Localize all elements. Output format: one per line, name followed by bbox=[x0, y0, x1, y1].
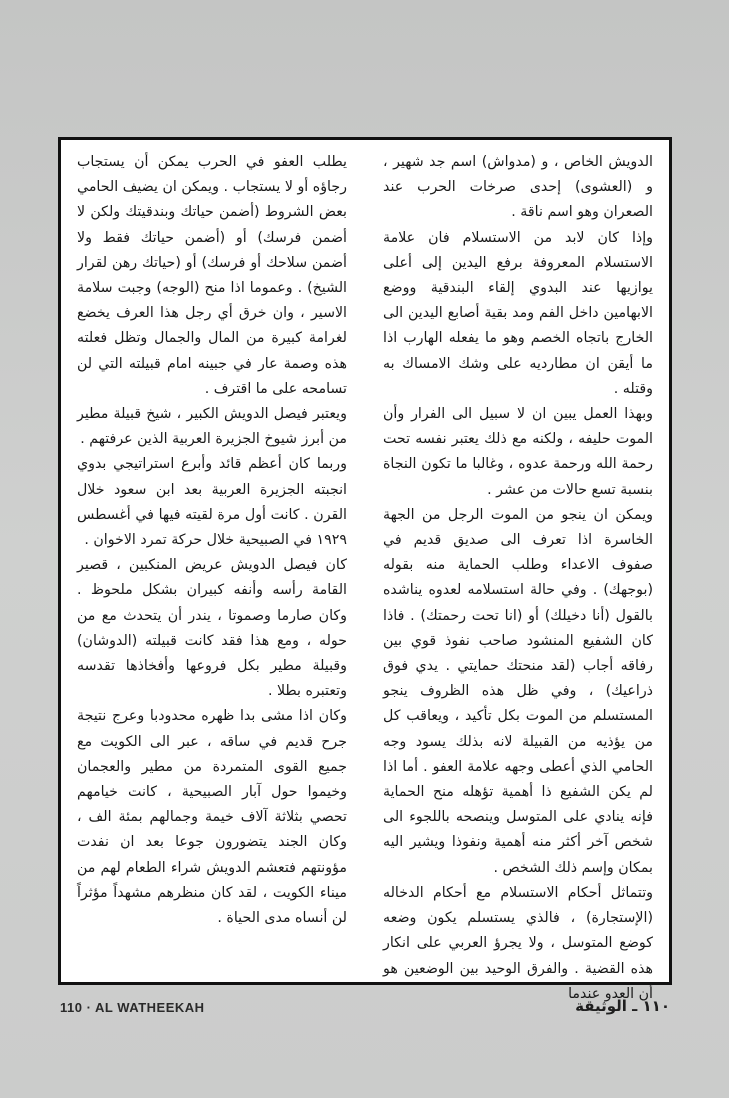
paragraph: ويمكن ان ينجو من الموت الرجل من الجهة الخاسرة اذا تعرف الى صديق قديم في صفوف الاعداء وطلب الحماية منه بقوله (بوجهك) . وفي حالة استسلامه لعدوه يناشده بالقول (أنا دخيلك) أو (انا تحت رحمتك) . فاذا كان الشفيع المنشود صاحب نفوذ قوي بين رفاقه أجاب (لقد منحتك حمايتي . يدي فوق ذراعيك) ، وفي ظل هذه الظروف ينجو المستسلم من الموت بكل تأكيد ، ويعاقب كل من يؤذيه من القبيلة لانه بذلك يسود وجه الحامي الذي أعطى وجهه علامة العفو . أما اذا لم يكن الشفيع ذا أهمية تؤهله منح الحماية فإنه ينادي على المتوسل وينصحه باللجوء الى شخص آخر أكثر منه أهمية ونفوذا ويشير اليه بمكان وإسم ذلك الشخص . bbox=[383, 506, 653, 876]
paragraph: وربما كان أعظم قائد وأبرع استراتيجي بدوي انجبته الجزيرة العربية بعد ابن سعود خلال القرن . كانت أول مرة لقيته فيها في أغسطس ١٩٢٩ في الصبيحية خلال حركة تمرد الاخوان . bbox=[77, 456, 347, 549]
paragraph: كان فيصل الدويش عريض المنكبين ، قصير القامة رأسه وأنفه كبيران بشكل ملحوظ . وكان صارما وصموتا ، يندر أن يتحدث مع من حوله ، ومع هذا فقد كانت قبيلته (الدوشان) وقبيلة مطير بكل فروعها وأفخاذها تقدسه وتعتبره بطلا . bbox=[77, 557, 347, 700]
paragraph: يطلب العفو في الحرب يمكن أن يستجاب رجاؤه أو لا يستجاب . ويمكن ان يضيف الحامي بعض الشروط (أضمن حياتك وبندقيتك ولكن لا أضمن فرسك) أو (أضمن حياتك فقط ولا أضمن سلاحك أو فرسك) أو (حياتك رهن لقرار الشيخ) . وعموما اذا منح (الوجه) وجبت سلامة الاسير ، وان خرق أي رجل هذا العرف يخضع لغرامة كبيرة من المال والجمال وتظل فعلته هذه وصمة عار في جبينه امام قبيلته التي لن تسامحه على ما اقترف . bbox=[77, 154, 347, 397]
paragraph: ويعتبر فيصل الدويش الكبير ، شيخ قبيلة مطير من أبرز شيوخ الجزيرة العربية الذين عرفتهم . bbox=[77, 406, 347, 448]
paragraph: الدويش الخاص ، و (مدواش) اسم جد شهير ، و (العشوى) إحدى صرخات الحرب عند الصعران وهو اسم ناقة . bbox=[383, 154, 653, 221]
article-column-right bbox=[383, 150, 653, 1002]
footer-page-number-latin: 110 · AL WATHEEKAH bbox=[60, 1000, 205, 1015]
paragraph: وكان اذا مشى بدا ظهره محدودبا وعرج نتيجة جرح قديم في ساقه ، عبر الى الكويت مع جميع القوى المتمردة من مطير والعجمان وخيموا حول آبار الصبيحية ، كانت خيامهم تحصي بثلاثة آلاف خيمة وجمالهم بمئة الف ، وكان الجند يتضورون جوعا بعد ان نفدت مؤونتهم فتعشم الدويش شراء الطعام لهم من ميناء الكويت ، لقد كان منظرهم مشهداً مؤثراً لن أنساه مدى الحياة . bbox=[77, 708, 347, 927]
article-column-left bbox=[77, 150, 347, 968]
paragraph: وإذا كان لابد من الاستسلام فان علامة الاستسلام المعروفة برفع اليدين إلى أعلى يوازيها عند البدوي إلقاء البندقية ووضع الابهامين داخل الفم ومد بقية أصابع اليدين الى الخارج باتجاه الخصم وهو ما يفعله الهارب اذا ما أيقن ان مطارديه على وشك الامساك به وقتله . bbox=[383, 229, 653, 397]
article-frame bbox=[58, 137, 672, 1002]
paragraph: وبهذا العمل يبين ان لا سبيل الى الفرار وأن الموت حليفه ، ولكنه مع ذلك يعتبر نفسه تحت رحمة الله ورحمة عدوه ، وغالبا ما تكون النجاة بنسبة تسع حالات من عشر . bbox=[383, 406, 653, 498]
paragraph: وتتماثل أحكام الاستسلام مع أحكام الدخاله (الإستجارة) ، فالذي يستسلم يكون وضعه كوضع المتوسل ، ولا يجرؤ العربي على انكار هذه القضية . والفرق الوحيد بين الوضعين هو أن العدو عندما bbox=[383, 884, 653, 1002]
page-footer bbox=[58, 997, 672, 1024]
footer-page-number-arabic: ١١٠ ـ الوثيقة bbox=[575, 997, 670, 1015]
